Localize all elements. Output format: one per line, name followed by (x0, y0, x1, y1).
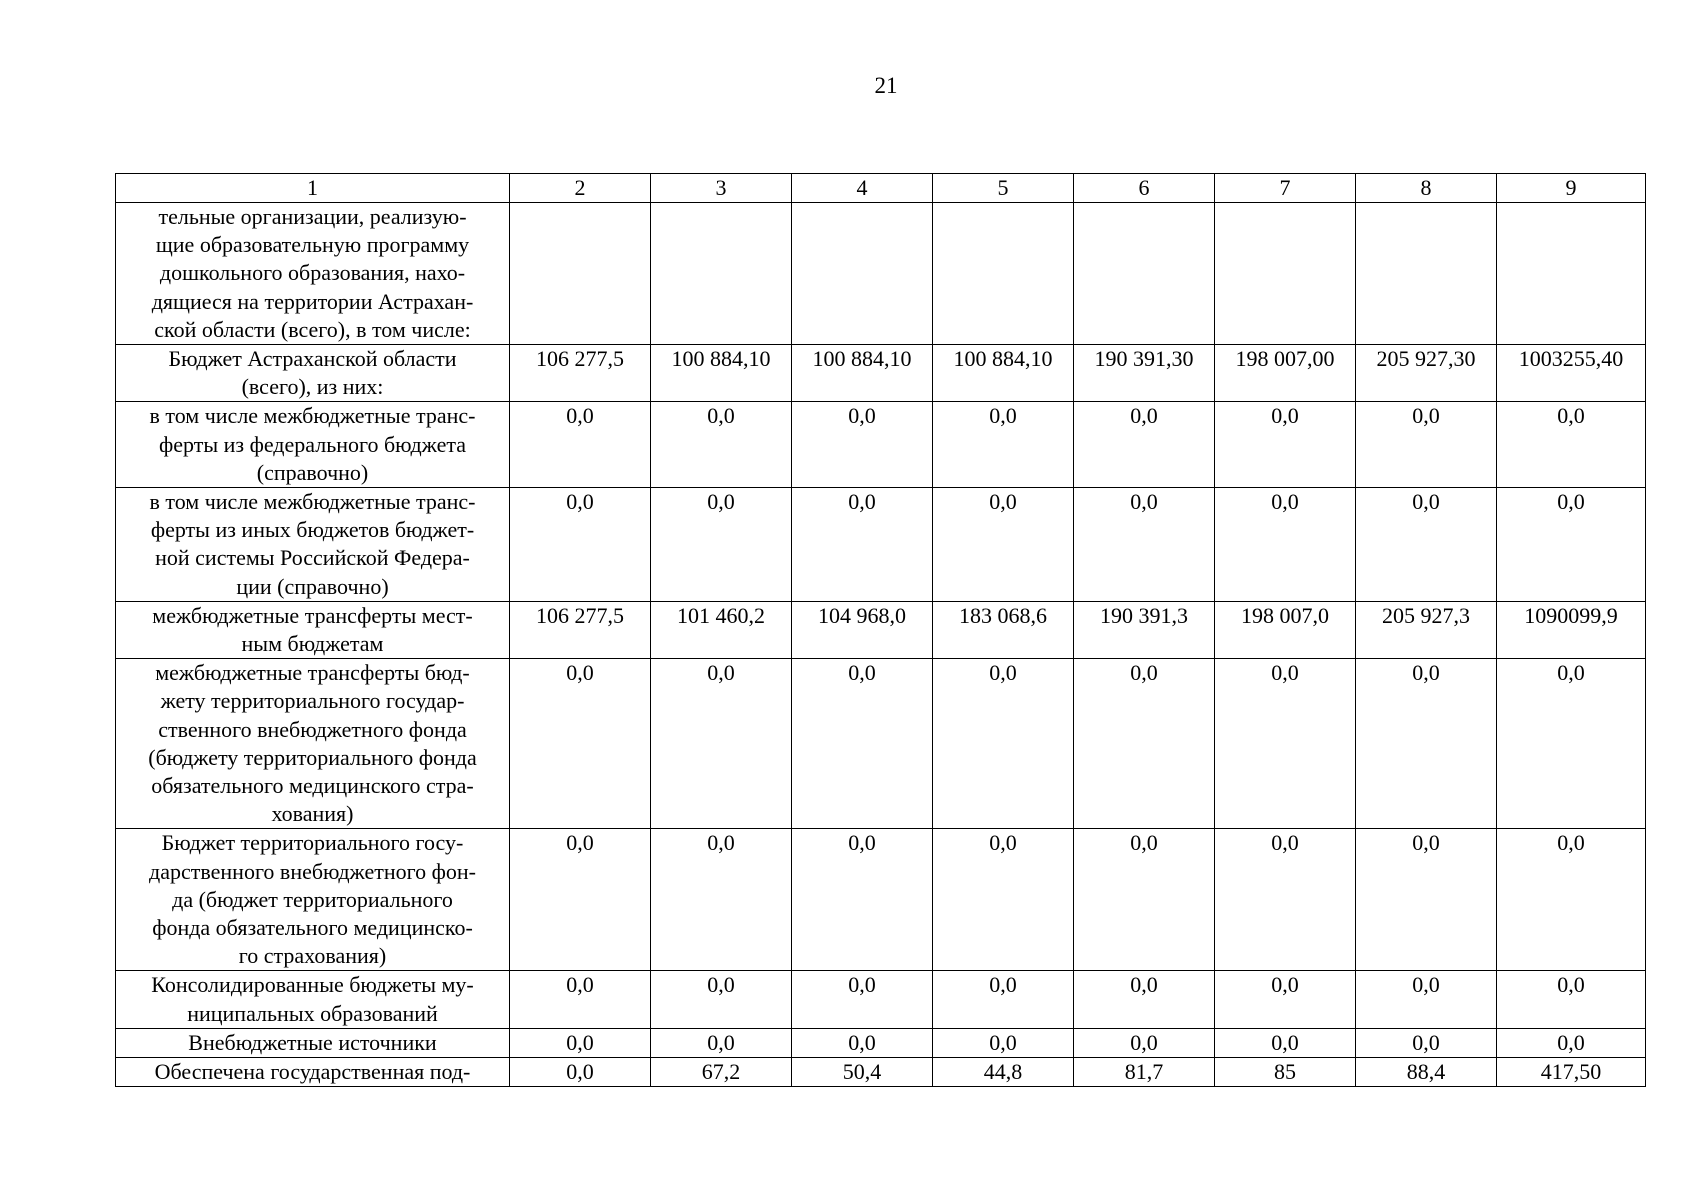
table-row (116, 1058, 1646, 1087)
header-row (116, 174, 1646, 203)
value-cell: 81,7 (1074, 1058, 1215, 1087)
row-label-line: (бюджету территориального фонда (148, 744, 477, 770)
value-cell: 0,0 (1074, 971, 1215, 1028)
value-cell: 0,0 (1497, 829, 1646, 971)
row-label-line: да (бюджет территориального (172, 886, 453, 912)
row-label-cell (116, 1058, 510, 1087)
table-row (116, 659, 1646, 829)
value-cell: 183 068,6 (933, 601, 1074, 658)
row-label-line: фонда обязательного медицинско- (152, 915, 473, 941)
value-cell: 0,0 (1074, 402, 1215, 488)
table-row (116, 488, 1646, 602)
row-label-line: ции (справочно) (236, 573, 389, 599)
value-cell: 0,0 (1356, 659, 1497, 829)
value-cell: 0,0 (510, 1028, 651, 1057)
value-cell: 0,0 (792, 1028, 933, 1057)
value-cell: 0,0 (510, 1058, 651, 1087)
value-cell: 44,8 (933, 1058, 1074, 1087)
value-cell: 0,0 (1497, 659, 1646, 829)
row-label-cell (116, 659, 510, 829)
value-cell: 417,50 (1497, 1058, 1646, 1087)
value-cell: 106 277,5 (510, 345, 651, 402)
value-cell: 1090099,9 (1497, 601, 1646, 658)
column-number-cell: 8 (1356, 174, 1497, 203)
value-cell: 190 391,30 (1074, 345, 1215, 402)
value-cell: 0,0 (792, 971, 933, 1028)
value-cell: 0,0 (651, 971, 792, 1028)
value-cell (1356, 203, 1497, 345)
value-cell: 0,0 (1074, 1028, 1215, 1057)
value-cell: 0,0 (1215, 1028, 1356, 1057)
row-label-line: Внебюджетные источники (188, 1029, 437, 1055)
table-row (116, 601, 1646, 658)
column-number-cell: 4 (792, 174, 933, 203)
value-cell: 0,0 (510, 402, 651, 488)
value-cell: 198 007,00 (1215, 345, 1356, 402)
table-row (116, 971, 1646, 1028)
value-cell: 0,0 (1074, 488, 1215, 602)
row-label-line: хования) (271, 801, 354, 827)
value-cell: 0,0 (792, 402, 933, 488)
value-cell: 0,0 (1215, 829, 1356, 971)
row-label-cell (116, 971, 510, 1028)
value-cell: 0,0 (651, 488, 792, 602)
value-cell: 198 007,0 (1215, 601, 1356, 658)
value-cell: 0,0 (651, 829, 792, 971)
value-cell: 101 460,2 (651, 601, 792, 658)
value-cell: 0,0 (1356, 488, 1497, 602)
value-cell: 106 277,5 (510, 601, 651, 658)
column-number-cell: 3 (651, 174, 792, 203)
value-cell: 0,0 (510, 659, 651, 829)
value-cell: 1003255,40 (1497, 345, 1646, 402)
row-label-line: дарственного внебюджетного фон- (149, 858, 476, 884)
value-cell (1074, 203, 1215, 345)
value-cell: 0,0 (792, 829, 933, 971)
table-row (116, 203, 1646, 345)
row-label-cell (116, 402, 510, 488)
value-cell: 0,0 (1215, 402, 1356, 488)
value-cell: 100 884,10 (651, 345, 792, 402)
value-cell: 0,0 (933, 829, 1074, 971)
row-label-cell (116, 345, 510, 402)
column-number-cell: 1 (116, 174, 510, 203)
row-label-line: Обеспечена государственная под- (154, 1059, 471, 1085)
table-row (116, 829, 1646, 971)
row-label-line: тельные организации, реализую- (158, 204, 467, 229)
table-row (116, 1028, 1646, 1057)
value-cell: 0,0 (510, 971, 651, 1028)
value-cell: 0,0 (510, 829, 651, 971)
value-cell: 0,0 (1497, 971, 1646, 1028)
row-label-line: ным бюджетам (241, 631, 384, 657)
value-cell: 0,0 (933, 402, 1074, 488)
row-label-line: ниципальных образований (187, 1000, 438, 1026)
value-cell: 0,0 (1497, 1028, 1646, 1057)
row-label-line: дошкольного образования, нахо- (159, 260, 466, 286)
value-cell: 0,0 (1215, 659, 1356, 829)
row-label-line: в том числе межбюджетные транс- (149, 403, 476, 429)
value-cell (792, 203, 933, 345)
value-cell (651, 203, 792, 345)
value-cell: 0,0 (1356, 402, 1497, 488)
value-cell: 0,0 (651, 1028, 792, 1057)
value-cell: 0,0 (1497, 488, 1646, 602)
row-label-line: Бюджет Астраханской области (168, 346, 457, 372)
table-body (116, 174, 1646, 1087)
value-cell (1497, 203, 1646, 345)
value-cell (1215, 203, 1356, 345)
value-cell: 0,0 (651, 402, 792, 488)
budget-table (115, 173, 1646, 1087)
value-cell: 0,0 (1215, 971, 1356, 1028)
row-label-line: межбюджетные трансферты мест- (152, 602, 473, 628)
value-cell: 0,0 (933, 1028, 1074, 1057)
page-number: 21 (874, 73, 898, 98)
row-label-cell (116, 601, 510, 658)
row-label-line: ской области (всего), в том числе: (154, 316, 471, 342)
value-cell: 0,0 (933, 488, 1074, 602)
table-row (116, 402, 1646, 488)
value-cell: 100 884,10 (933, 345, 1074, 402)
value-cell: 0,0 (510, 488, 651, 602)
value-cell: 100 884,10 (792, 345, 933, 402)
value-cell (933, 203, 1074, 345)
value-cell: 0,0 (651, 659, 792, 829)
column-number-cell: 9 (1497, 174, 1646, 203)
value-cell: 85 (1215, 1058, 1356, 1087)
value-cell: 205 927,30 (1356, 345, 1497, 402)
value-cell: 0,0 (1497, 402, 1646, 488)
value-cell: 0,0 (1074, 829, 1215, 971)
column-number-cell: 7 (1215, 174, 1356, 203)
column-number-cell: 2 (510, 174, 651, 203)
row-label-cell (116, 829, 510, 971)
column-number-cell: 6 (1074, 174, 1215, 203)
column-number-cell: 5 (933, 174, 1074, 203)
value-cell: 0,0 (933, 971, 1074, 1028)
value-cell: 0,0 (1356, 829, 1497, 971)
row-label-line: жету территориального государ- (160, 688, 465, 714)
value-cell: 0,0 (1356, 1028, 1497, 1057)
value-cell: 104 968,0 (792, 601, 933, 658)
row-label-line: ственного внебюджетного фонда (158, 716, 467, 742)
value-cell (510, 203, 651, 345)
row-label-line: ферты из иных бюджетов бюджет- (150, 517, 475, 543)
row-label-cell (116, 1028, 510, 1057)
row-label-line: (справочно) (256, 459, 369, 485)
value-cell: 0,0 (933, 659, 1074, 829)
row-label-line: дящиеся на территории Астрахан- (151, 288, 474, 314)
value-cell: 190 391,3 (1074, 601, 1215, 658)
row-label-cell (116, 203, 510, 345)
value-cell: 88,4 (1356, 1058, 1497, 1087)
value-cell: 50,4 (792, 1058, 933, 1087)
row-label-line: обязательного медицинского стра- (151, 773, 474, 799)
value-cell: 0,0 (1215, 488, 1356, 602)
row-label-line: щие образовательную программу (155, 232, 470, 258)
row-label-line: ферты из федерального бюджета (158, 431, 467, 457)
row-label-line: Бюджет территориального госу- (161, 830, 464, 856)
row-label-line: (всего), из них: (241, 374, 384, 400)
row-label-line: Консолидированные бюджеты му- (151, 972, 474, 998)
value-cell: 0,0 (792, 659, 933, 829)
value-cell: 0,0 (792, 488, 933, 602)
row-label-line: ной системы Российской Федера- (155, 545, 470, 571)
value-cell: 0,0 (1074, 659, 1215, 829)
row-label-cell (116, 488, 510, 602)
value-cell: 67,2 (651, 1058, 792, 1087)
value-cell: 0,0 (1356, 971, 1497, 1028)
row-label-line: межбюджетные трансферты бюд- (155, 660, 470, 686)
table-row (116, 345, 1646, 402)
row-label-line: в том числе межбюджетные транс- (149, 489, 476, 515)
row-label-line: го страхования) (238, 943, 387, 969)
value-cell: 205 927,3 (1356, 601, 1497, 658)
